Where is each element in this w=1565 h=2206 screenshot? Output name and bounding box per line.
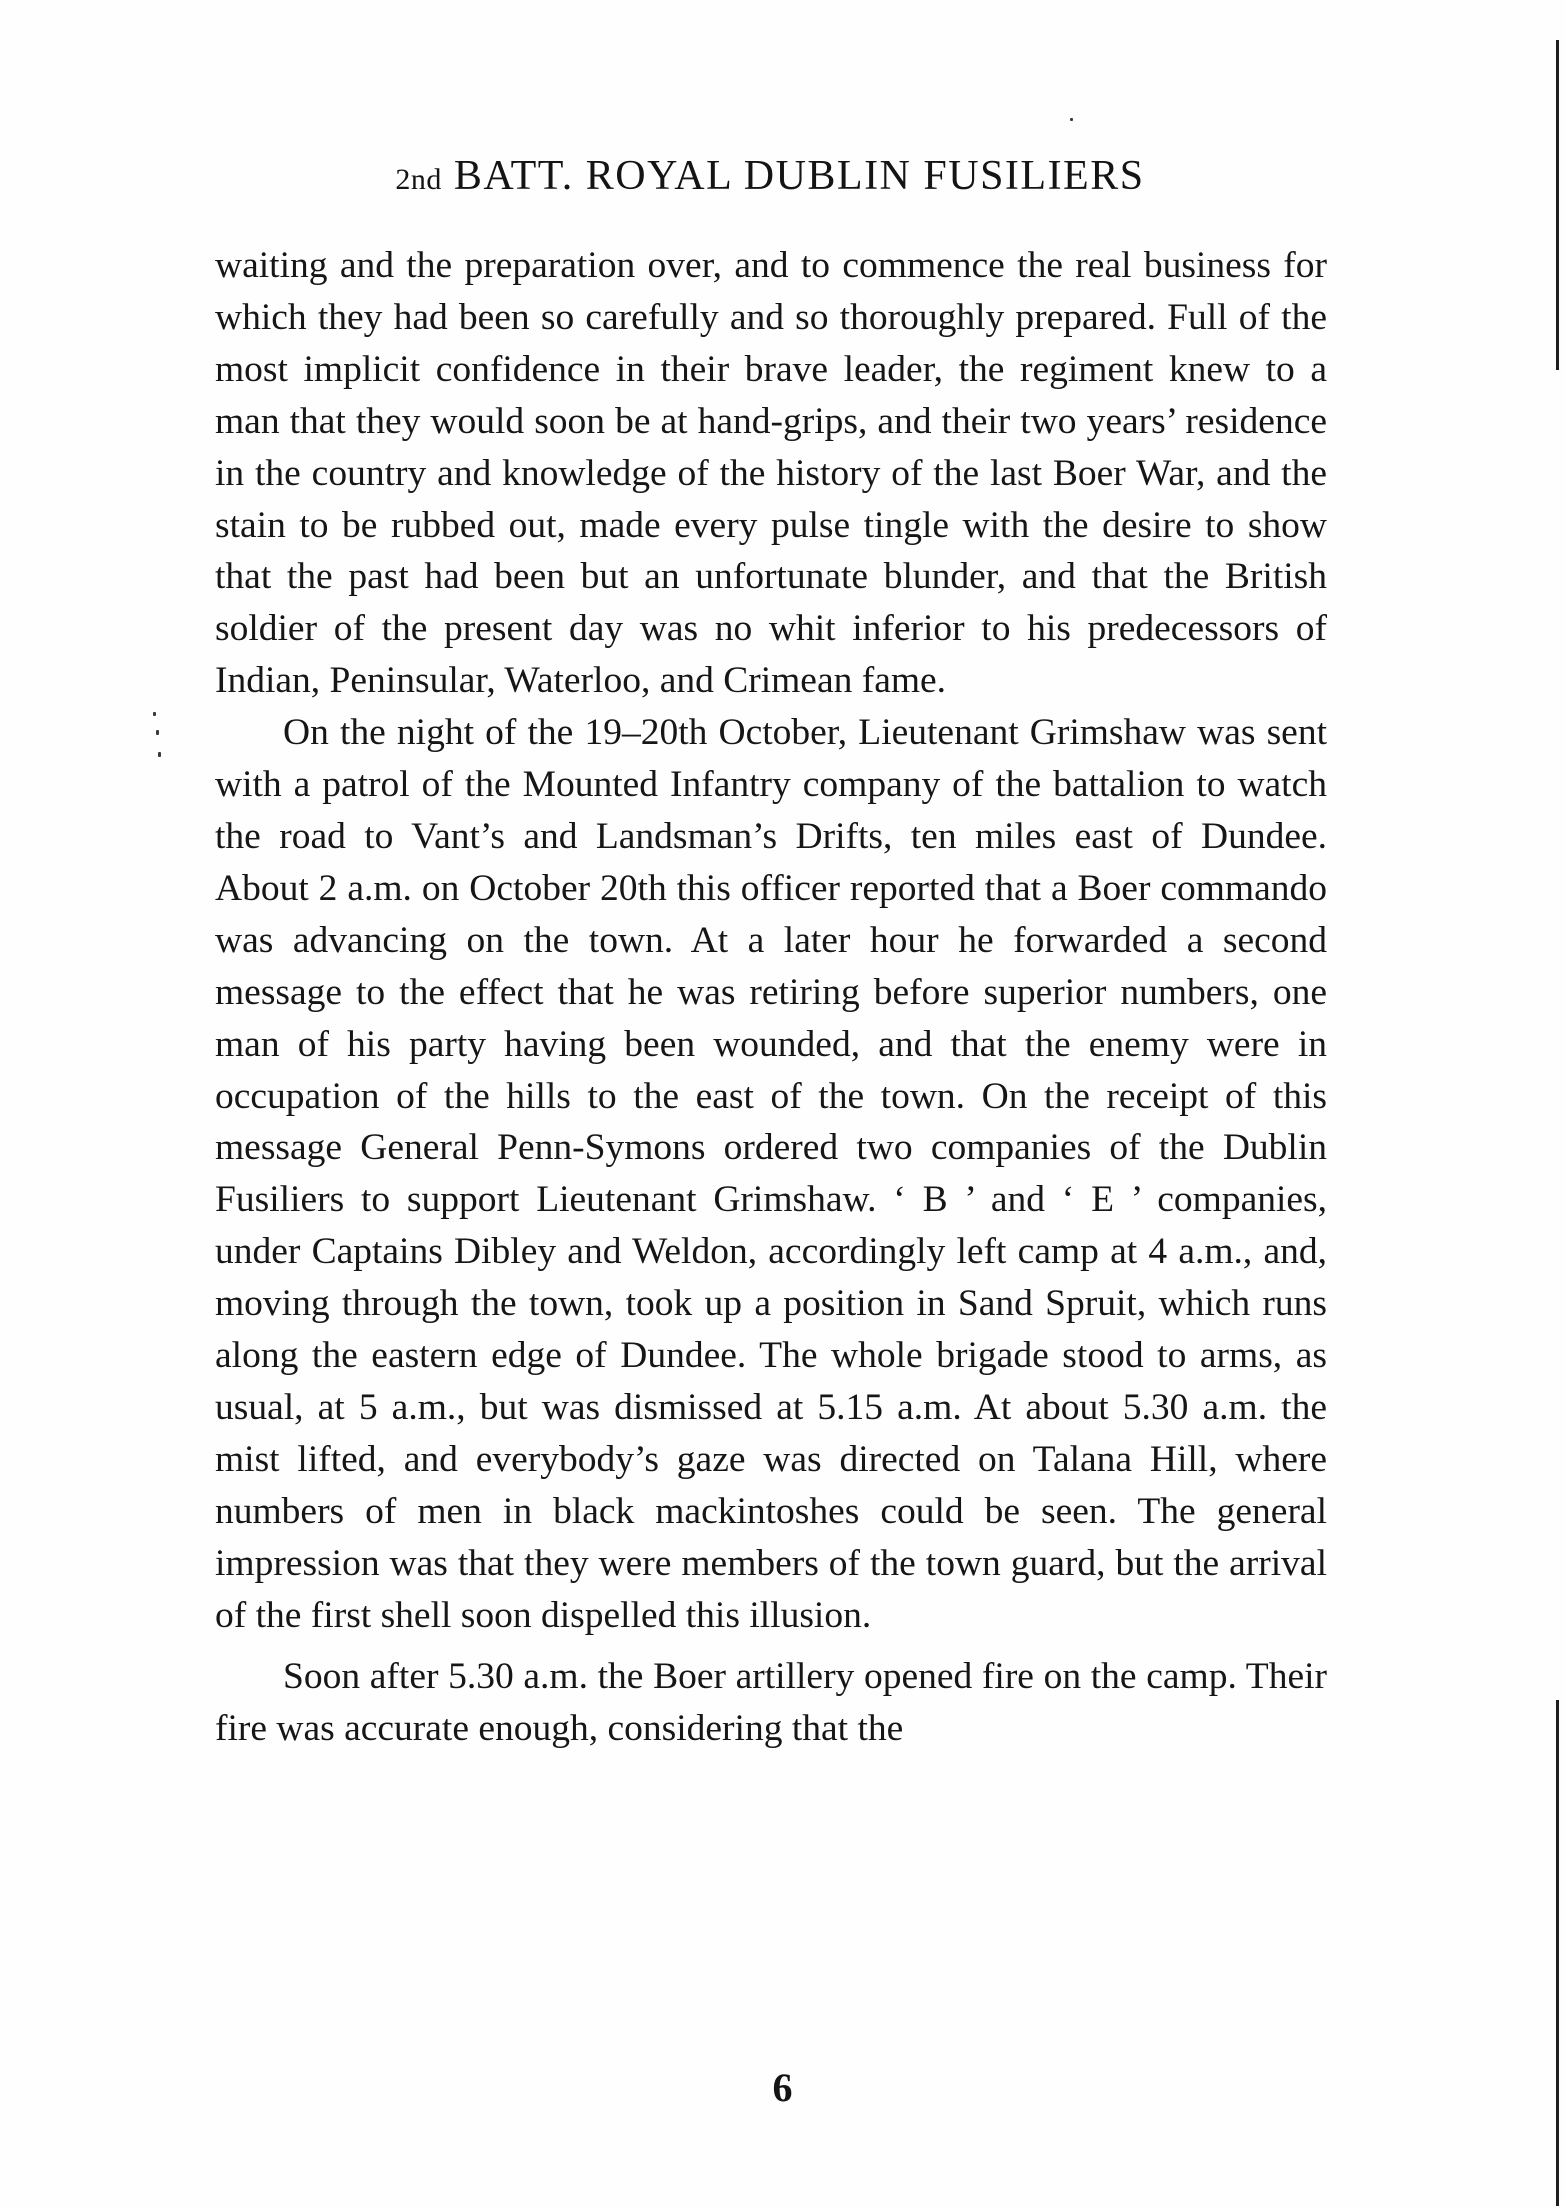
header-ordinal: 2nd (395, 163, 442, 196)
header-title: BATT. ROYAL DUBLIN FUSILIERS (453, 153, 1145, 199)
scan-speck (158, 752, 161, 757)
paragraph-2: On the night of the 19–20th October, Lieutenant Grimshaw was sent with a patrol of the Mounted Infantry company of the battalion to watch the road to Vant’s and Landsman’s Drifts, ten miles east of Dundee. About 2 a.m. on October 20th this officer reported that a Boer commando was advancing on the town. At a later hour he forwarded a second message to the effect that he was retiring before superior numbers, one man of his party having been wounded, and that the enemy were in occupation of the hills to the east of the town. On the receipt of this message General Penn-Symons ordered two companies of the Dublin Fusiliers to support Lieutenant Grimshaw. ‘ B ’ and ‘ E ’ companies, under Captains Dibley and Weldon, accordingly left camp at 4 a.m., and, moving through the town, took up a position in Sand Spruit, which runs along the eastern edge of Dundee. The whole brigade stood to arms, as usual, at 5 a.m., but was dismissed at 5.15 a.m. At about 5.30 a.m. the mist lifted, and everybody’s gaze was directed on Talana Hill, where numbers of men in black mackintoshes could be seen. The general impression was that they were members of the town guard, but the arrival of the first shell soon dispelled this illusion. (215, 712, 1327, 1636)
scan-speck (153, 712, 156, 716)
body-text (215, 240, 1327, 1755)
paragraph-1: waiting and the preparation over, and to commence the real business for which they had been so carefully and so thoroughly prepared. Full of the most implicit confidence in their brave leader, the regiment knew to a man that they would soon be at hand-grips, and their two years’ residence in the country and knowledge of the history of the last Boer War, and the stain to be rubbed out, made every pulse tingle with the desire to show that the past had been but an unfortunate blunder, and that the British soldier of the present day was no whit inferior to his predecessors of Indian, Peninsular, Waterloo, and Crimean fame. (215, 245, 1327, 702)
scan-speck (1070, 118, 1073, 121)
scan-gutter-line (1556, 40, 1559, 370)
page-number: 6 (772, 2065, 793, 2110)
scan-speck (156, 730, 159, 735)
running-header (215, 152, 1325, 200)
paragraph-3: Soon after 5.30 a.m. the Boer artillery opened fire on the camp. Their fire was accurate enough, considering that the (215, 1656, 1327, 1750)
scan-gutter-line (1556, 1700, 1559, 2206)
